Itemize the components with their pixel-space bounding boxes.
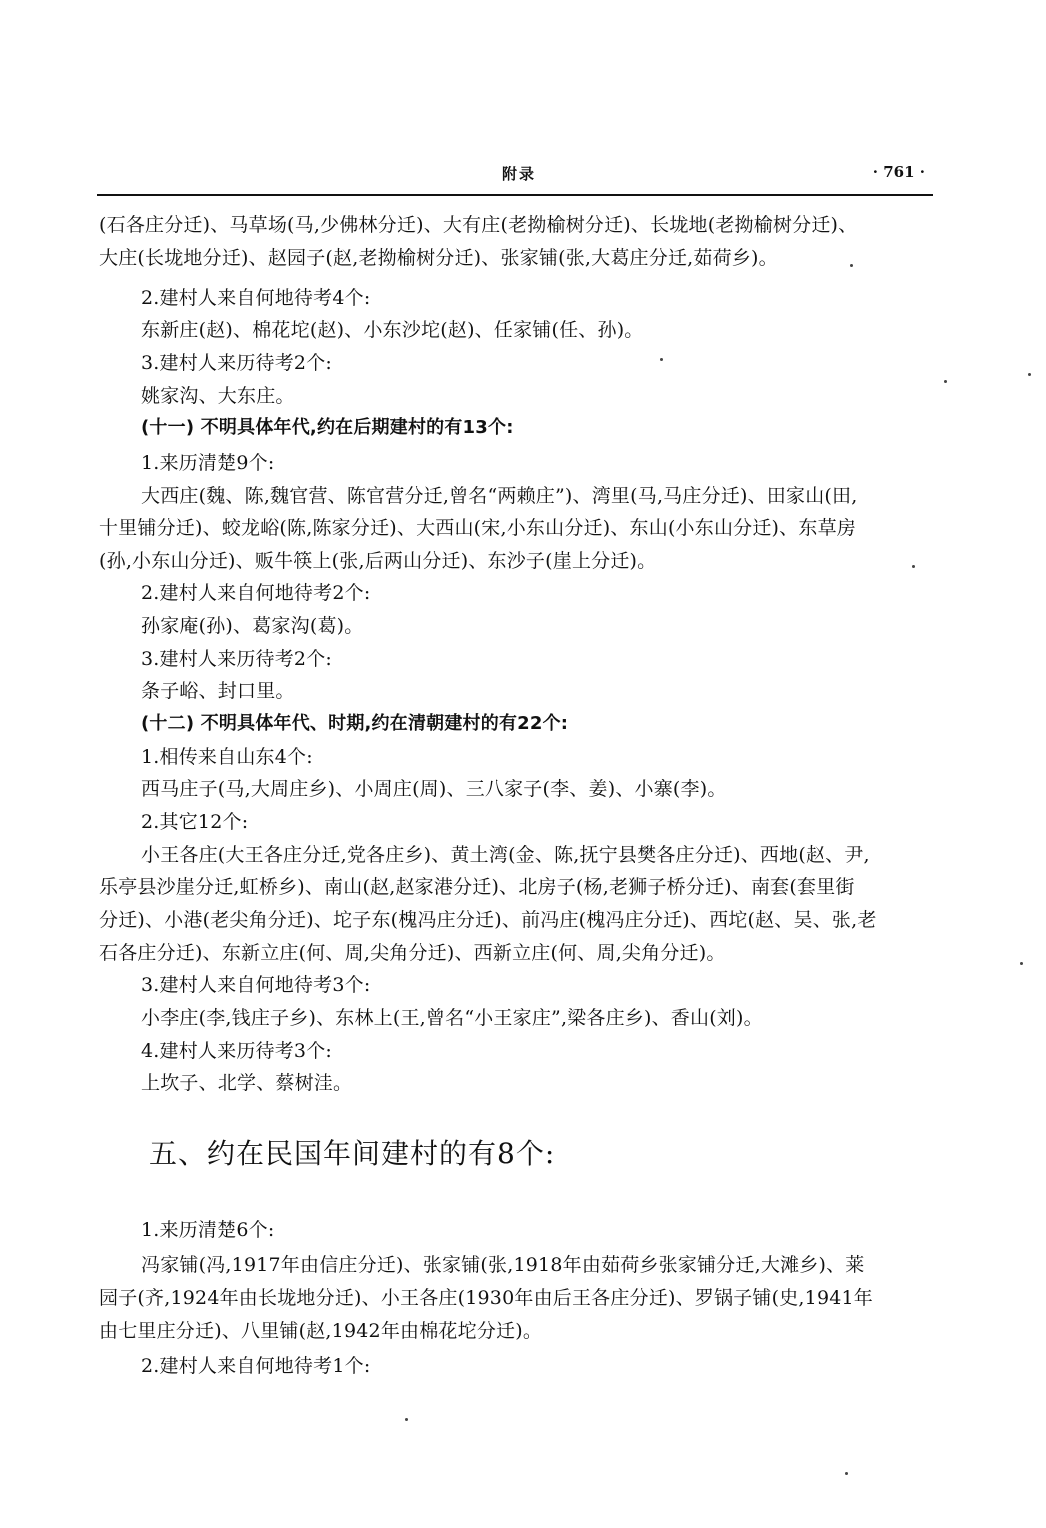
page-header [97, 163, 933, 193]
subsection-heading: (十二) 不明具体年代、时期,约在清朝建村的有22个: [141, 713, 569, 734]
text-line: 大西庄(魏、陈,魏官营、陈官营分迁,曾名“两赖庄”)、湾里(马,马庄分迁)、田家山(田, [141, 485, 858, 507]
subsection-label: 2.建村人来自何地待考2个: [141, 582, 371, 604]
subsection-label: 2.建村人来自何地待考4个: [141, 287, 371, 309]
text-line: 姚家沟、大东庄。 [141, 385, 295, 407]
subsection-label: 4.建村人来历待考3个: [141, 1040, 333, 1062]
section-heading: 五、约在民国年间建村的有8个: [149, 1137, 556, 1170]
scan-speck [1028, 373, 1031, 376]
scan-speck [912, 565, 915, 568]
subsection-label: 1.相传来自山东4个: [141, 746, 313, 768]
scan-speck [845, 1472, 848, 1475]
text-line: 园子(齐,1924年由长垅地分迁)、小王各庄(1930年由后王各庄分迁)、罗锅子铺(史,1941年 [99, 1287, 874, 1309]
text-line: 冯家铺(冯,1917年由信庄分迁)、张家铺(张,1918年由茹荷乡张家铺分迁,大滩乡)、莱 [141, 1254, 865, 1276]
subsection-heading: (十一) 不明具体年代,约在后期建村的有13个: [141, 417, 514, 438]
subsection-label: 3.建村人来历待考2个: [141, 352, 333, 374]
text-line: 石各庄分迁)、东新立庄(何、周,尖角分迁)、西新立庄(何、周,尖角分迁)。 [99, 942, 726, 964]
text-line: 分迁)、小港(老尖角分迁)、坨子东(槐冯庄分迁)、前冯庄(槐冯庄分迁)、西坨(赵、吴、张,老 [99, 909, 877, 931]
text-line: 西马庄子(马,大周庄乡)、小周庄(周)、三八家子(李、姜)、小寨(李)。 [141, 778, 727, 800]
running-title: 附录 [502, 165, 537, 183]
subsection-label: 1.来历清楚6个: [141, 1219, 275, 1241]
text-line: 上坎子、北学、蔡树洼。 [141, 1072, 353, 1094]
text-line: 小王各庄(大王各庄分迁,党各庄乡)、黄土湾(金、陈,抚宁县樊各庄分迁)、西地(赵、尹, [141, 844, 870, 866]
text-line: 孙家庵(孙)、葛家沟(葛)。 [141, 615, 364, 637]
scan-speck [944, 380, 947, 383]
subsection-label: 3.建村人来自何地待考3个: [141, 974, 371, 996]
subsection-label: 3.建村人来历待考2个: [141, 648, 333, 670]
text-line: (石各庄分迁)、马草场(马,少佛林分迁)、大有庄(老拗榆树分迁)、长垅地(老拗榆树分迁)、 [99, 214, 858, 236]
text-line: 东新庄(赵)、棉花坨(赵)、小东沙坨(赵)、任家铺(任、孙)。 [141, 319, 644, 341]
text-line: 条子峪、封口里。 [141, 680, 295, 702]
text-line: (孙,小东山分迁)、贩牛筷上(张,后两山分迁)、东沙子(崖上分迁)。 [99, 550, 657, 572]
text-line: 小李庄(李,钱庄子乡)、东林上(王,曾名“小王家庄”,梁各庄乡)、香山(刘)。 [141, 1007, 763, 1029]
text-line: 由七里庄分迁)、八里铺(赵,1942年由棉花坨分迁)。 [99, 1320, 543, 1342]
text-line: 大庄(长垅地分迁)、赵园子(赵,老拗榆树分迁)、张家铺(张,大葛庄分迁,茹荷乡)。 [99, 247, 778, 269]
header-rule [97, 194, 933, 196]
subsection-label: 2.建村人来自何地待考1个: [141, 1355, 371, 1377]
text-line: 乐亭县沙崖分迁,虹桥乡)、南山(赵,赵家港分迁)、北房子(杨,老狮子桥分迁)、南套(套里街 [99, 876, 855, 898]
scan-speck [1020, 962, 1023, 965]
scan-speck [405, 1418, 408, 1421]
subsection-label: 1.来历清楚9个: [141, 452, 275, 474]
scan-speck [850, 264, 853, 267]
subsection-label: 2.其它12个: [141, 811, 249, 833]
text-line: 十里铺分迁)、蛟龙峪(陈,陈家分迁)、大西山(宋,小东山分迁)、东山(小东山分迁)、东草房 [99, 517, 856, 539]
scan-speck [660, 358, 663, 361]
page-number: · 761 · [872, 163, 925, 181]
